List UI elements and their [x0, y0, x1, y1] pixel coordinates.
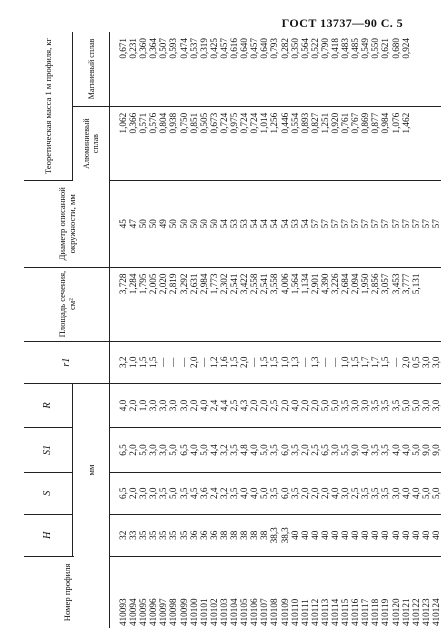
profile-number-column: 410093 410094 410095 410096 410097 410098 410099 410100 410101 410102 410103 410104 410105 410106 410107 410108 410109 410110 410111 410112 410113 410114 410115 410116 410117 410118 410119 410120 410121 410122 410123 410124 [118, 598, 441, 626]
col-header-r: R [24, 383, 73, 428]
col-header-h: H [24, 514, 73, 556]
diameter-column: 45 47 50 50 49 50 50 50 50 50 54 53 53 54 54 54 54 53 54 57 57 57 57 57 57 57 57 57 57 57 57 57 [110, 180, 441, 267]
col-header-diameter: Диаметр описанной окружности, мм [24, 180, 110, 267]
table-body-row [110, 32, 441, 628]
s-column: 6,5 2,0 3,0 3,0 3,5 5,0 3,5 4,5 3,6 2,4 3,2 3,5 4,0 4,0 5,0 3,5 6,0 3,5 2,0 2,0 2,0 4,0 3,0 2,5 3,5 3,5 3,5 3,0 4,0 4,0 5,0 5,0 [110, 472, 441, 514]
profile-table [24, 32, 441, 628]
rotated-page [24, 32, 441, 628]
running-header: ГОСТ 13737—90 С. 5 [281, 16, 403, 30]
r1-column: 3,2 1,0 1,5 1,5 — — — 2,0 — 1,2 1,6 1,5 2,0 — 1,5 1,5 1,0 1,3 — 1,3 — — 1,0 1,5 1,7 1,7 1,5 — 2,0 0,5 3,0 3,0 [110, 341, 441, 383]
col-header-r1: r1 [24, 341, 110, 383]
col-header-mass-mg: Магниевый сплав [73, 32, 110, 106]
col-header-profile: Номер профиля [24, 556, 110, 628]
mass-al-column: 1,062 0,366 0,571 0,576 0,804 0,938 0,750 0,851 0,505 0,673 0,724 0,975 0,724 0,724 1,014 1,256 0,446 0,554 0,893 0,827 1,251 0,920 0,761 0,767 0,869 0,877 0,984 1,076 1,462 [110, 106, 441, 180]
col-header-mass-al: Алюминиевый сплав [73, 106, 110, 180]
h-column: 32 33 35 35 35 35 35 36 36 36 38 38 38 38 38 38,3 38,3 40 40 40 40 40 40 40 40 40 40 40 40 40 40 40 [110, 514, 441, 556]
area-column: 3,728 1,284 1,795 2,005 2,020 2,819 3,292 2,631 2,984 1,773 2,302 2,541 3,422 2,558 2,541 3,558 4,006 1,564 1,134 2,901 4,390 3,226 2,684 2,094 1,950 2,856 3,057 3,453 3,777 5,131 [110, 267, 441, 341]
s1-column: 6,5 2,0 5,0 3,0 3,0 5,0 6,5 4,0 5,0 4,4 3,2 3,5 4,8 4,0 5,0 3,5 6,0 3,5 2,0 2,5 6,5 3,0 5,5 9,0 4,0 3,5 3,5 4,0 4,0 5,0 9,0 9,0 [110, 428, 441, 473]
col-header-unit: мм [73, 383, 110, 556]
col-header-area: Площадь сечения, см² [24, 267, 110, 341]
col-header-s: S [24, 472, 73, 514]
col-header-mass: Теоретическая масса 1 м профиля, кг [24, 32, 73, 180]
mass-mg-column: 0,671 0,231 0,360 0,364 0,507 0,593 0,474 0,537 0,319 0,425 0,457 0,616 0,640 0,457 0,640 0,793 0,282 0,350 0,564 0,522 0,790 0,418 0,483 0,485 0,549 0,550 0,621 0,680 0,924 [110, 32, 441, 106]
r-column: 4,0 2,0 1,0 3,0 3,0 3,0 3,0 2,0 4,0 2,4 4,4 2,5 4,3 2,0 2,0 2,5 2,0 4,0 2,0 2,0 5,0 5,0 3,5 3,0 3,0 3,5 3,5 3,5 5,0 5,0 3,0 3,0 [110, 383, 441, 428]
col-header-s1: S1 [24, 428, 73, 473]
